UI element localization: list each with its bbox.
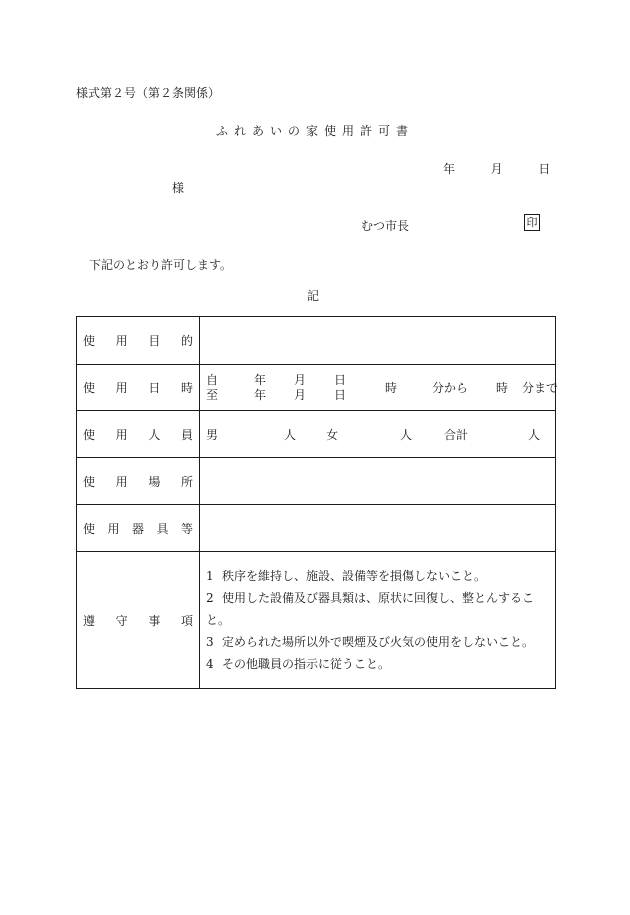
label-char: 人 xyxy=(148,427,161,442)
end-hour-label: 時 xyxy=(495,381,508,395)
from-day-label: 日 xyxy=(334,372,347,387)
label-char: 日 xyxy=(148,381,161,395)
label-char: 用 xyxy=(107,521,120,536)
ki-heading: 記 xyxy=(307,289,320,303)
label-char: 遵 xyxy=(83,613,96,628)
label-char: 使 xyxy=(83,381,96,395)
start-minute-label: 分から xyxy=(431,381,468,395)
people-field[interactable] xyxy=(200,411,556,458)
day-col xyxy=(334,373,370,403)
rule-number: 1 xyxy=(206,569,214,583)
label-char: 時 xyxy=(180,381,193,395)
place-field[interactable] xyxy=(200,458,556,505)
label-char: 員 xyxy=(180,427,193,442)
rule-text: 使用した設備及び器具類は、原状に回復し、整とんすること。 xyxy=(206,591,535,627)
female-unit: 人 xyxy=(400,427,413,442)
to-year-label: 年 xyxy=(254,387,267,402)
date-month-label: 月 xyxy=(490,162,503,176)
rule-text: 定められた場所以外で喫煙及び火気の使用をしないこと。 xyxy=(222,635,535,649)
row-datetime xyxy=(77,365,556,411)
label-char: 用 xyxy=(115,427,128,442)
label-char: 具 xyxy=(156,521,169,536)
label-char: 用 xyxy=(115,381,128,395)
rule-item xyxy=(206,631,555,653)
to-day-label: 日 xyxy=(334,387,347,402)
total-label: 合計 xyxy=(444,427,469,442)
male-unit: 人 xyxy=(284,427,297,442)
month-col xyxy=(294,373,334,403)
rule-item xyxy=(206,565,555,587)
label-char: 用 xyxy=(115,334,128,348)
from-year-label: 年 xyxy=(254,372,267,387)
label-purpose xyxy=(77,317,200,365)
female-label: 女 xyxy=(326,427,339,442)
to-label: 至 xyxy=(206,387,219,402)
intro-text: 下記のとおり許可します。 xyxy=(89,258,233,272)
label-equipment xyxy=(77,505,200,552)
label-char: 使 xyxy=(83,474,96,489)
to-month-label: 月 xyxy=(294,387,307,402)
addressee-suffix: 様 xyxy=(172,181,185,195)
label-char: 事 xyxy=(148,613,161,628)
rule-item xyxy=(206,653,555,675)
label-char: 用 xyxy=(115,474,128,489)
label-char: 器 xyxy=(131,521,144,536)
date-year-label: 年 xyxy=(443,162,456,176)
label-char: 等 xyxy=(180,521,193,536)
permit-table xyxy=(76,316,556,689)
equipment-field[interactable] xyxy=(200,505,556,552)
end-minute-label: 分まで xyxy=(521,381,558,395)
date-day-label: 日 xyxy=(538,162,551,176)
document-title: ふれあいの家使用許可書 xyxy=(215,124,414,138)
label-char: 使 xyxy=(83,521,96,536)
label-char: 的 xyxy=(180,334,193,348)
row-rules xyxy=(77,552,556,689)
row-people xyxy=(77,411,556,458)
label-char: 使 xyxy=(83,427,96,442)
seal-stamp: 印 xyxy=(524,214,540,231)
rule-number: 3 xyxy=(206,635,214,649)
total-unit: 人 xyxy=(528,427,541,442)
rules-list xyxy=(200,552,556,689)
label-char: 所 xyxy=(180,474,193,489)
issue-date xyxy=(443,160,550,177)
row-equipment xyxy=(77,505,556,552)
male-label: 男 xyxy=(206,427,219,442)
rule-number: 2 xyxy=(206,591,214,605)
rule-text: その他職員の指示に従うこと。 xyxy=(222,657,391,671)
label-char: 項 xyxy=(180,613,193,628)
label-char: 守 xyxy=(115,613,128,628)
purpose-field[interactable] xyxy=(200,317,556,365)
label-place xyxy=(77,458,200,505)
issuer-name: むつ市長 xyxy=(361,219,410,233)
row-purpose xyxy=(77,317,556,365)
form-number: 様式第２号（第２条関係） xyxy=(76,86,221,100)
rule-text: 秩序を維持し、施設、設備等を損傷しないこと。 xyxy=(222,569,487,583)
rule-number: 4 xyxy=(206,657,214,671)
from-month-label: 月 xyxy=(294,372,307,387)
label-people xyxy=(77,411,200,458)
start-hour-label: 時 xyxy=(384,381,397,395)
from-label: 自 xyxy=(206,372,219,387)
year-col xyxy=(254,373,294,403)
label-char: 場 xyxy=(148,474,161,489)
label-datetime xyxy=(77,365,200,411)
date-from-col xyxy=(206,373,254,403)
datetime-field[interactable] xyxy=(200,365,556,411)
label-rules xyxy=(77,552,200,689)
row-place xyxy=(77,458,556,505)
label-char: 目 xyxy=(148,334,161,348)
label-char: 使 xyxy=(83,334,96,348)
rule-item xyxy=(206,587,555,631)
